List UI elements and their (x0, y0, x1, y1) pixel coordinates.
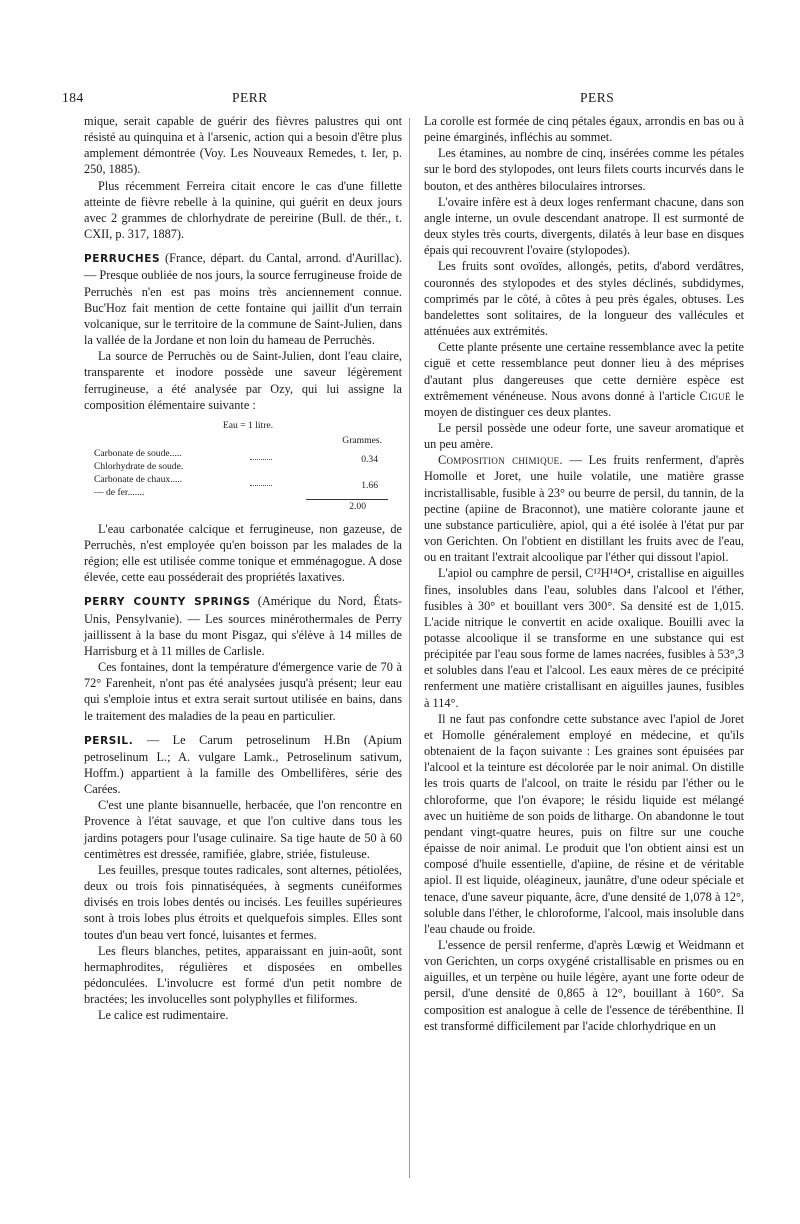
leader-dots (250, 485, 272, 486)
paragraph: L'essence de persil renferme, d'après Lœwig et Weidmann et von Gerichten, un corps oxygéné cristallisable en prismes ou en aiguilles, et un terpène ou huile légère, ayant une forte odeur de persil, d'une densité de 0,865 à 12°, bouillant à 160°. Sa composition est analogue à celle de l'essence de térébenthine. Il est transformé difficilement par l'acide chlorhydrique en un (424, 937, 744, 1033)
paragraph: Les fruits sont ovoïdes, allongés, petits, d'abord verdâtres, couronnés des stylopodes et des styles déclinés, subdidymes, comprimés par le côté, à côtes à peu près égales, obtuses. Les bandelettes sont solitaires, de la longueur des vallécules et atténuées aux extrémités. (424, 259, 744, 339)
text-run: — Les fruits renferment, d'après Homolle et Joret, une huile volatile, une matière grasse incristallisable, fusible à 23° ou beurre de persil, du tannin, de la pectine (apiine de Braconnot), une matière colorante jaune et une substance particulière, apiol, qui a été isolée à l'état pur par von Gerichten. On l'obtient en distillant les fruits avec de l'eau, ou en traitant l'extrait alcoolique par l'éther qui dissout l'apiol. (424, 453, 744, 565)
entry-text: — Le Carum petroselinum H.Bn (Apium petroselinum L.; A. vulgare Lamk., Petroselinum sativum, Hoffm.) appartient à la famille des Ombellifères, série des Carées. (84, 732, 402, 797)
headword-persil: PERSIL. (84, 734, 134, 747)
table-cell-name: — de fer....... (94, 486, 145, 498)
paragraph: Ces fontaines, dont la température d'émergence varie de 70 à 72° Farenheit, n'ont pas été analysées jusqu'à présent; leur eau qui s'emploie intus et extra serait surtout utilisée en bains, dans le traitement des maladies de la peau en particulier. (84, 660, 402, 723)
headword-perruches: PERRUCHES (84, 253, 161, 266)
cross-reference: Ciguë (699, 388, 731, 403)
table-row (94, 473, 402, 499)
paragraph: Les fleurs blanches, petites, apparaissant en juin-août, sont hermaphrodites, régulières et disposées en ombelles pédonculées. L'involucre est formé d'un petit nombre de bractées; les involucelles sont polyphylles et filiformes. (84, 943, 402, 1007)
paragraph: Plus récemment Ferreira citait encore le cas d'une fillette atteinte de fièvre rebelle à la quinine, qui guérit en deux jours avec 2 grammes de chlorhydrate de pereirine (Bull. de thér., t. CXII, p. 317, 1887). (84, 178, 402, 242)
column-divider (409, 118, 410, 1178)
running-head-left: PERR (232, 90, 268, 105)
text-run: Cette plante présente une certaine ressemblance avec la petite ciguë et cette ressemblance peut donner lieu à des méprises d'autant plus dangereuses que cette dernière espèce est extrêmement vénéneuse. Nous avons donné à l'article (424, 340, 744, 403)
table-cell-name: Carbonate de soude..... (94, 447, 182, 459)
paragraph: La corolle est formée de cinq pétales égaux, arrondis en bas ou à peine émarginés, infléchis au sommet. (424, 114, 744, 145)
paragraph: C'est une plante bisannuelle, herbacée, que l'on rencontre en Provence à l'état sauvage, et que l'on cultive dans tous les jardins potagers pour l'usage culinaire. Sa tige haute de 50 à 60 centimètres est dressée, ramifiée, glabre, striée, fistuleuse. (84, 798, 402, 861)
entry-perruches (84, 250, 402, 348)
paragraph: L'eau carbonatée calcique et ferrugineuse, non gazeuse, de Perruchès, n'est employée qu'en boisson par les malades de la région; elle est utilisée comme tonique et emménagogue. A dose élevée, cette eau posséderait des propriétés laxatives. (84, 521, 402, 585)
paragraph (424, 339, 744, 420)
entry-persil (84, 732, 402, 798)
paragraph: L'ovaire infère est à deux loges renfermant chacune, dans son angle interne, un ovule descendant anatrope. Il est surmonté de deux styles très courts, divergents, dilatés à leur base en disques épais qui recouvrent l'ovaire (stylopodes). (424, 194, 744, 258)
table-title: Eau = 1 litre. (222, 419, 274, 431)
paragraph: La source de Perruchès ou de Saint-Julien, dont l'eau claire, transparente et inodore possède une saveur légèrement ferrugineuse, a été analysée par Ozy, qui lui assigne la composition élémentaire suivante : (84, 349, 402, 412)
text-run: le moyen de distinguer ces deux plantes. (424, 388, 744, 419)
entry-perry (84, 593, 402, 659)
paragraph: Les feuilles, presque toutes radicales, sont alternes, pétiolées, deux ou trois fois pinnatiséquées, à segments cunéiformes divisés en trois lobes dentés ou incisés. Les feuilles supérieures sont à trois lobes plus étroits et quelquefois simples. Elles sont toutes d'un beau vert foncé, luisantes et fermes. (84, 862, 402, 942)
paragraph: Le persil possède une odeur forte, une saveur aromatique et un peu amère. (424, 420, 744, 452)
headword-perry: PERRY COUNTY SPRINGS (84, 596, 251, 609)
leader-dots (250, 459, 272, 460)
running-head-right: PERS (580, 90, 615, 105)
paragraph (424, 452, 744, 565)
paragraph: Les étamines, au nombre de cinq, insérées comme les pétales sur le bord des stylopodes, ont leurs filets courts incurvés dans le bouton, et des anthères biloculaires introrses. (424, 146, 744, 193)
right-column (424, 113, 744, 1034)
entry-text: (France, départ. du Cantal, arrond. d'Aurillac). — Presque oubliée de nos jours, la source ferrugineuse froide de Perruchès n'en est pas moins très anciennement connue. Buc'Hoz fait mention de cette fontaine qui jaillit d'un terrain volcanique, sur le territoire de la commune de Saint-Julien, dans la vallée de la Jordane et non loin du hameau de Perruchès. (84, 251, 402, 348)
paragraph: mique, serait capable de guérir des fièvres palustres qui ont résisté au quinquina et à l'arsenic, action qui a besoin d'être plus amplement démontrée (Voy. Les Nouveaux Remedes, t. Ier, p. 250, 1885). (84, 114, 402, 177)
composition-table (94, 419, 402, 513)
table-row (94, 447, 402, 473)
table-total: 2.00 (306, 499, 388, 513)
paragraph: L'apiol ou camphre de persil, C¹²H¹⁴O⁴, cristallise en aiguilles fines, insolubles dans l'eau, solubles dans l'alcool et l'éther, fusibles à 30° et bouillant vers 300°. Sa densité est de 1,015. L'acide nitrique le convertit en acide oxalique. Bouilli avec la potasse alcoolique il se transforme en une substance qui est précipitée par l'eau sous forme de lames nacrées, fusibles à 53°,3 et solubles dans l'eau et l'alcool. Les eaux mères de ce précipité renferment une matière cristallisant en aiguilles jaunes, fusibles à 114°. (424, 566, 744, 710)
table-cell-name: Carbonate de chaux..... (94, 473, 183, 485)
table-cell-name: Chlorhydrate de soude. (94, 460, 184, 472)
paragraph: Le calice est rudimentaire. (98, 1008, 229, 1023)
paragraph: Il ne faut pas confondre cette substance avec l'apiol de Joret et Homolle généralement employé en médecine, et qu'ils obtenaient de la façon suivante : Les graines sont épuisées par l'alcool et la teinture est décolorée par le noir animal. On distille les trois quarts de l'alcool, on traite le résidu par l'éther ou le chloroforme, que l'on évapore; le résidu liquide est mélangé avec un huitième de son poids de litharge. On abandonne le tout pendant vingt-quatre heures, puis on filtre sur une couche épaisse de noir animal. Le produit que l'on obtient ainsi est un composé d'huile essentielle, d'apiine, de résine et de véritable apiol. Il est liquide, oléagineux, jaunâtre, d'une odeur spéciale et tenace, d'une saveur piquante, âcre, d'une densité de 1,078 à 12°, soluble dans l'éther, le chloroforme, l'alcool, mais insoluble dans l'eau chaude ou froide. (424, 711, 744, 936)
table-unit: Grammes. (342, 434, 382, 446)
table-cell-value: 1.66 (361, 480, 378, 492)
entry-text: (Amérique du Nord, États-Unis, Pensylvanie). — Les sources minérothermales de Perry jaillissent à la base du mont Pisgaz, qui s'élève à 14 milles de Harrisburg et à 11 milles de Carlisle. (84, 594, 402, 658)
section-label: Composition chimique. (438, 453, 563, 468)
left-column (84, 113, 402, 1024)
table-cell-value: 0.34 (361, 454, 378, 466)
page-number: 184 (62, 90, 84, 105)
